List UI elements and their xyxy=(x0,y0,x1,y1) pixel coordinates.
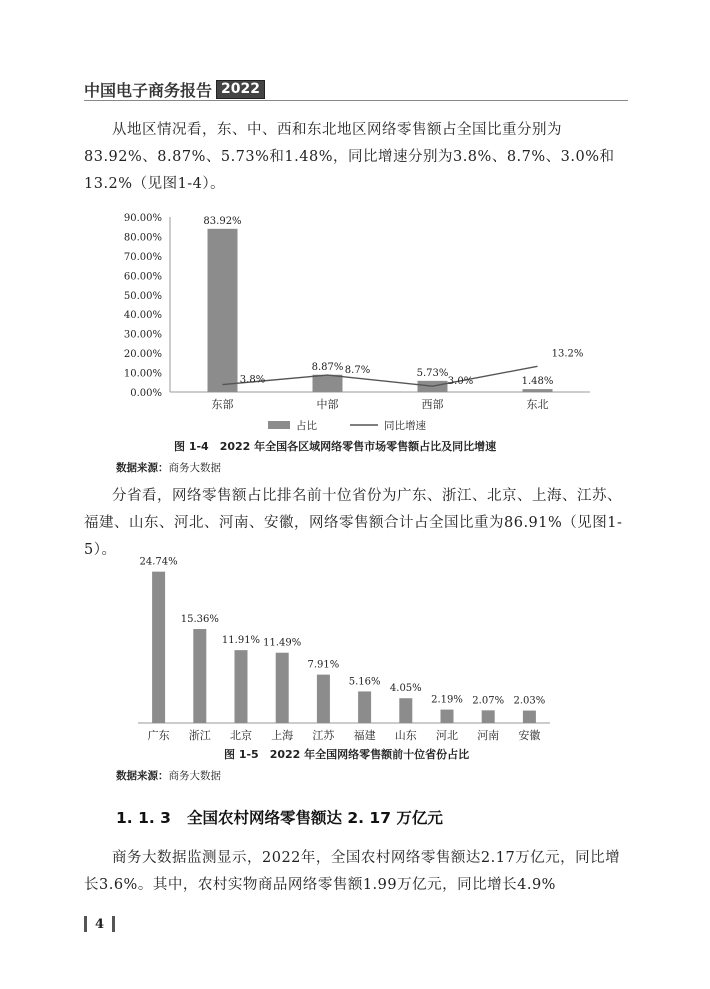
report-title: 中国电子商务报告 xyxy=(84,81,213,100)
x-tick-label: 上海 xyxy=(271,729,294,742)
figure-1-5-source xyxy=(116,768,221,783)
footer-bar-left xyxy=(84,916,87,932)
y-tick-label: 40.00% xyxy=(123,310,162,322)
x-tick-label: 西部 xyxy=(421,398,444,411)
paragraph-provinces-text: 分省看，网络零售额占比排名前十位省份为广东、浙江、北京、上海、江苏、福建、山东、河北、河南、安徽，网络零售额合计占全国比重为86.91%（见图1-5）。 xyxy=(84,488,623,558)
page-number: 4 xyxy=(95,916,105,932)
header-divider xyxy=(84,100,628,101)
bar-value-label: 4.05% xyxy=(389,683,422,695)
x-tick-label: 山东 xyxy=(394,729,417,742)
legend-line-label: 同比增速 xyxy=(384,420,426,432)
y-tick-label: 30.00% xyxy=(123,329,162,341)
bar-value-label: 5.73% xyxy=(416,367,449,379)
y-tick-label: 0.00% xyxy=(130,388,162,399)
bar-value-label: 2.19% xyxy=(431,694,463,706)
figure-1-5-caption: 图 1-5 2022 年全国网络零售额前十位省份占比 xyxy=(224,748,470,761)
x-tick-label: 河北 xyxy=(436,729,458,742)
bar-广东 xyxy=(152,572,165,723)
x-tick-label: 北京 xyxy=(230,729,252,742)
x-tick-label: 江苏 xyxy=(312,729,335,742)
paragraph-rural-text: 商务大数据监测显示，2022年，全国农村网络零售额达2.17万亿元，同比增长3.6%。其中，农村实物商品网络零售额1.99万亿元，同比增长4.9% xyxy=(84,850,621,893)
paragraph-regional xyxy=(84,117,624,198)
running-header xyxy=(84,78,265,101)
bar-value-label: 7.91% xyxy=(307,659,340,671)
bar-value-label: 11.49% xyxy=(263,637,302,649)
legend-bar-swatch xyxy=(268,421,290,429)
chart-provinces xyxy=(110,545,610,745)
y-tick-label: 90.00% xyxy=(123,213,162,224)
bar-value-label: 1.48% xyxy=(521,376,554,388)
x-tick-label: 河南 xyxy=(477,729,500,742)
bar-value-label: 24.74% xyxy=(139,556,178,568)
x-tick-label: 东部 xyxy=(211,398,234,411)
section-heading xyxy=(116,806,459,828)
growth-line xyxy=(223,366,538,386)
chart-regional xyxy=(110,205,610,433)
source-label: 数据来源： xyxy=(116,462,169,474)
figure-1-4-caption: 图 1-4 2022 年全国各区域网络零售市场零售额占比及同比增速 xyxy=(174,440,497,453)
bar-江苏 xyxy=(317,675,330,723)
x-tick-label: 广东 xyxy=(147,729,170,742)
bar-上海 xyxy=(276,653,289,723)
section-title: 全国农村网络零售额达 2. 17 万亿元 xyxy=(186,809,443,827)
bar-中部 xyxy=(313,375,343,392)
figure-1-4-source xyxy=(116,460,221,475)
bar-value-label: 5.16% xyxy=(348,676,381,688)
line-value-label: 3.0% xyxy=(447,376,474,388)
page-footer xyxy=(84,916,115,932)
bar-value-label: 15.36% xyxy=(180,614,219,626)
y-tick-label: 20.00% xyxy=(123,349,162,361)
x-tick-label: 中部 xyxy=(316,398,339,411)
x-tick-label: 安徽 xyxy=(518,729,541,742)
line-value-label: 13.2% xyxy=(551,348,584,360)
y-tick-label: 60.00% xyxy=(123,271,162,283)
bar-河北 xyxy=(441,710,454,723)
source-value: 商务大数据 xyxy=(168,770,221,782)
x-tick-label: 福建 xyxy=(353,729,376,742)
x-tick-label: 东北 xyxy=(526,398,549,411)
y-tick-label: 50.00% xyxy=(123,290,162,302)
report-year-badge: 2022 xyxy=(216,80,265,99)
bar-value-label: 83.92% xyxy=(203,215,242,227)
bar-value-label: 11.91% xyxy=(221,635,261,647)
bar-东部 xyxy=(208,229,238,392)
bar-福建 xyxy=(358,691,371,723)
y-tick-label: 70.00% xyxy=(123,251,162,263)
bar-河南 xyxy=(482,710,495,723)
bar-山东 xyxy=(399,698,412,723)
bar-东北 xyxy=(523,389,553,392)
bar-北京 xyxy=(235,650,248,723)
section-number: 1. 1. 3 xyxy=(116,809,171,827)
bar-value-label: 8.87% xyxy=(311,361,344,373)
x-tick-label: 浙江 xyxy=(188,729,211,742)
legend-bar-label: 占比 xyxy=(296,420,317,432)
source-value: 商务大数据 xyxy=(168,462,221,474)
y-tick-label: 10.00% xyxy=(123,368,162,380)
bar-value-label: 2.03% xyxy=(513,695,546,707)
footer-bar-right xyxy=(112,916,115,932)
line-value-label: 8.7% xyxy=(344,365,371,377)
bar-value-label: 2.07% xyxy=(472,695,505,707)
bar-浙江 xyxy=(193,629,206,723)
paragraph-regional-text: 从地区情况看，东、中、西和东北地区网络零售额占全国比重分别为83.92%、8.87%、5.73%和1.48%，同比增速分别为3.8%、8.7%、3.0%和13.2%（见图1-4）。 xyxy=(84,122,615,192)
line-value-label: 3.8% xyxy=(239,374,266,386)
source-label: 数据来源： xyxy=(116,770,169,782)
y-tick-label: 80.00% xyxy=(123,232,162,244)
bar-安徽 xyxy=(523,711,536,723)
paragraph-rural xyxy=(84,845,624,899)
